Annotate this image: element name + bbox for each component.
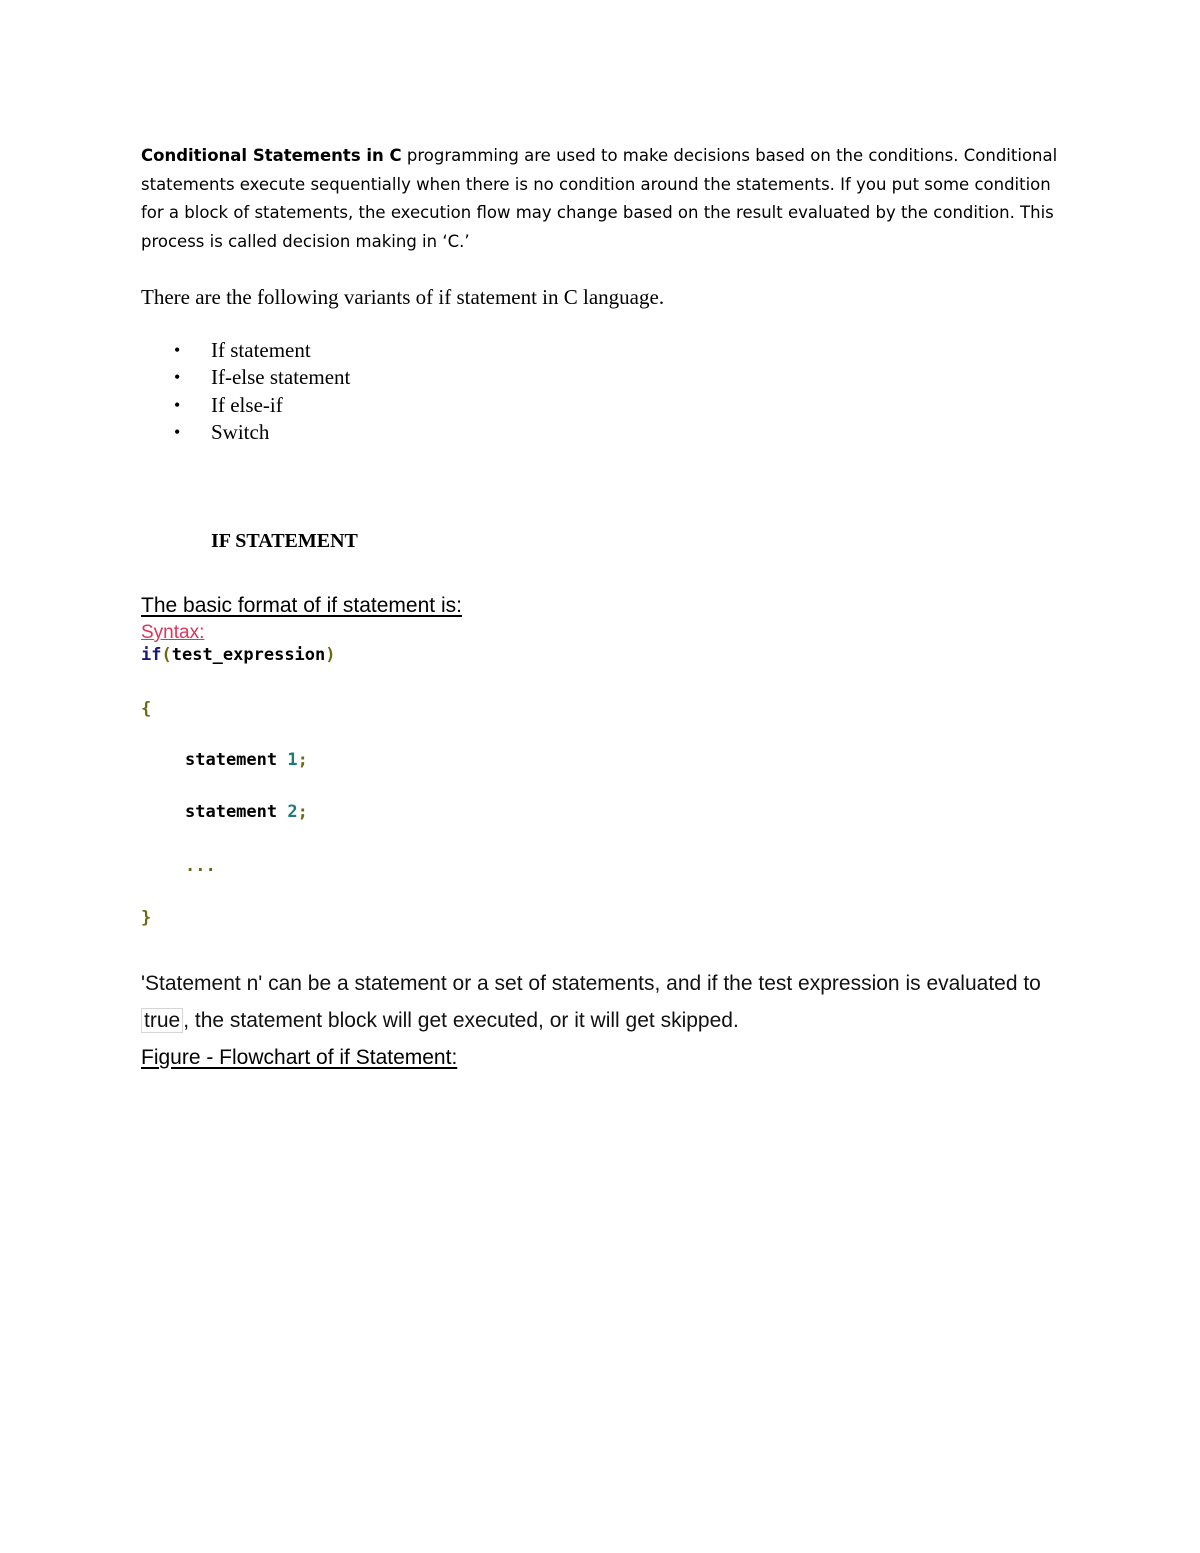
list-item — [141, 364, 350, 391]
intro-text: programming are used to make decisions based on the conditions. Conditional statements execute sequentially when there is no condition around the statements. If you put some condition for a block of statements, the execution flow may change based on the result evaluated by the condition. This process is called decision making in ‘C.’ — [141, 146, 1058, 251]
variants-list — [141, 337, 350, 446]
list-item-text: If-else statement — [211, 365, 351, 390]
list-item — [141, 337, 350, 364]
code-close-brace: } — [141, 908, 152, 928]
list-item — [141, 419, 350, 446]
code-ellipsis: ... — [185, 856, 216, 876]
code-keyword: if — [141, 645, 162, 665]
code-close-paren: ) — [325, 645, 336, 665]
code-line-statement-1 — [185, 748, 308, 772]
description-part-2: , the statement block will get executed, or it will get skipped. — [183, 1008, 739, 1032]
if-statement-heading: IF STATEMENT — [211, 530, 358, 552]
code-open-brace: { — [141, 699, 152, 719]
code-line-statement-2 — [185, 800, 308, 824]
list-item-text: Switch — [211, 419, 270, 444]
bullet-icon: • — [174, 340, 181, 360]
variants-lead: There are the following variants of if statement in C language. — [141, 285, 665, 309]
code-open-paren: ( — [161, 645, 172, 665]
boxed-keyword: true — [141, 1008, 183, 1033]
intro-bold-lead: Conditional Statements in C — [141, 146, 402, 165]
list-item-text: If statement — [211, 338, 311, 362]
code-line-open-brace — [141, 697, 151, 721]
figure-caption: Figure - Flowchart of if Statement: — [141, 1046, 458, 1069]
code-number: 2 — [287, 802, 298, 822]
basic-format-line: The basic format of if statement is: — [141, 594, 462, 617]
description-part-1: 'Statement n' can be a statement or a set of statements, and if the test expression is evaluated to — [141, 972, 1041, 995]
bullet-icon: • — [174, 394, 181, 415]
code-line-if — [141, 643, 336, 667]
code-semicolon: ; — [297, 750, 308, 770]
syntax-label: Syntax: — [141, 622, 205, 643]
code-statement-word: statement — [185, 802, 278, 822]
bullet-icon: • — [174, 367, 181, 388]
code-statement-word: statement — [185, 750, 278, 770]
code-line-ellipsis — [185, 854, 216, 878]
code-semicolon: ; — [297, 802, 308, 822]
code-line-close-brace — [141, 906, 151, 930]
code-number: 1 — [287, 750, 298, 770]
description-paragraph — [141, 966, 1071, 1039]
list-item — [141, 392, 350, 419]
bullet-icon: • — [174, 421, 181, 442]
list-item-text: If else-if — [211, 392, 283, 417]
intro-paragraph — [141, 142, 1061, 256]
code-expression: test_expression — [171, 645, 326, 665]
